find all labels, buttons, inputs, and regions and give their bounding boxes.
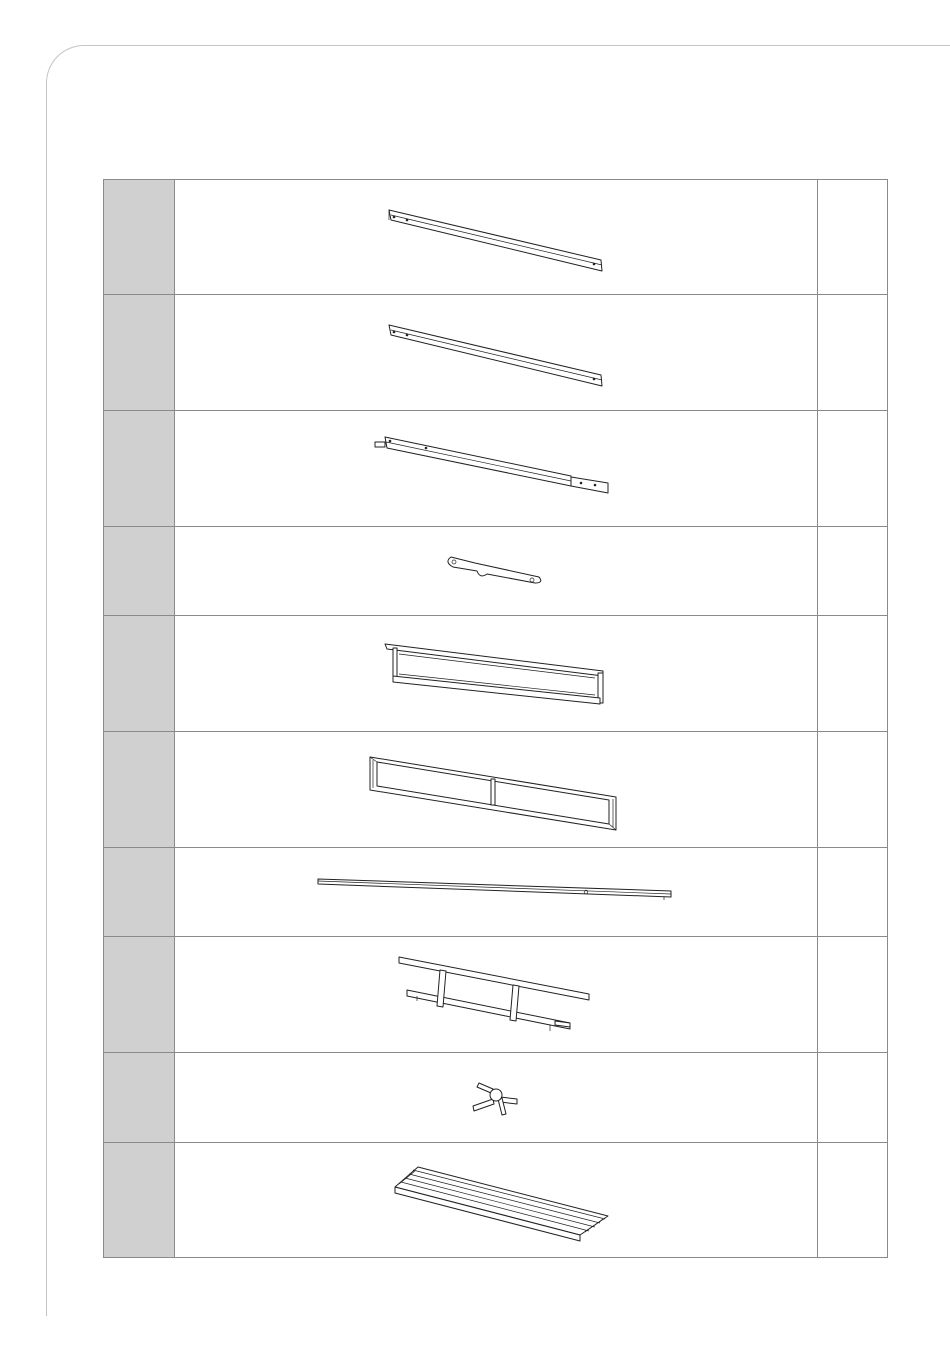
part-image-cell: [175, 616, 818, 732]
part-quantity-cell: [818, 937, 888, 1053]
part-number-cell: [104, 295, 175, 411]
part-number-cell: [104, 1143, 175, 1258]
part-row: [104, 848, 888, 937]
part-row: [104, 180, 888, 295]
long-rail-part-icon: [175, 295, 817, 410]
part-number-cell: [104, 848, 175, 937]
part-image-cell: [175, 937, 818, 1053]
part-row: [104, 527, 888, 616]
part-number-cell: [104, 937, 175, 1053]
part-image-cell: [175, 732, 818, 848]
part-quantity-cell: [818, 180, 888, 295]
part-image-cell: [175, 411, 818, 527]
part-quantity-cell: [818, 295, 888, 411]
part-number-cell: [104, 732, 175, 848]
part-quantity-cell: [818, 411, 888, 527]
parts-table: [103, 179, 888, 1258]
part-row: [104, 937, 888, 1053]
part-row: [104, 411, 888, 527]
telescopic-rail-part-icon: [175, 411, 817, 526]
part-quantity-cell: [818, 527, 888, 616]
part-row: [104, 732, 888, 848]
part-number-cell: [104, 527, 175, 616]
part-quantity-cell: [818, 848, 888, 937]
part-row: [104, 1143, 888, 1258]
part-image-cell: [175, 848, 818, 937]
star-connector-part-icon: [175, 1053, 817, 1142]
part-number-cell: [104, 180, 175, 295]
thin-bar-part-icon: [175, 848, 817, 936]
part-quantity-cell: [818, 616, 888, 732]
part-image-cell: [175, 1053, 818, 1143]
part-row: [104, 1053, 888, 1143]
part-quantity-cell: [818, 1143, 888, 1258]
connector-plate-part-icon: [175, 527, 817, 615]
part-number-cell: [104, 411, 175, 527]
double-frame-part-icon: [175, 732, 817, 847]
part-quantity-cell: [818, 1053, 888, 1143]
h-frame-part-icon: [175, 937, 817, 1052]
side-frame-part-icon: [175, 616, 817, 731]
part-row: [104, 616, 888, 732]
part-image-cell: [175, 527, 818, 616]
part-image-cell: [175, 1143, 818, 1258]
part-row: [104, 295, 888, 411]
part-number-cell: [104, 1053, 175, 1143]
long-rail-part-icon: [175, 180, 817, 294]
slatted-panel-part-icon: [175, 1143, 817, 1257]
part-quantity-cell: [818, 732, 888, 848]
part-image-cell: [175, 295, 818, 411]
part-number-cell: [104, 616, 175, 732]
part-image-cell: [175, 180, 818, 295]
